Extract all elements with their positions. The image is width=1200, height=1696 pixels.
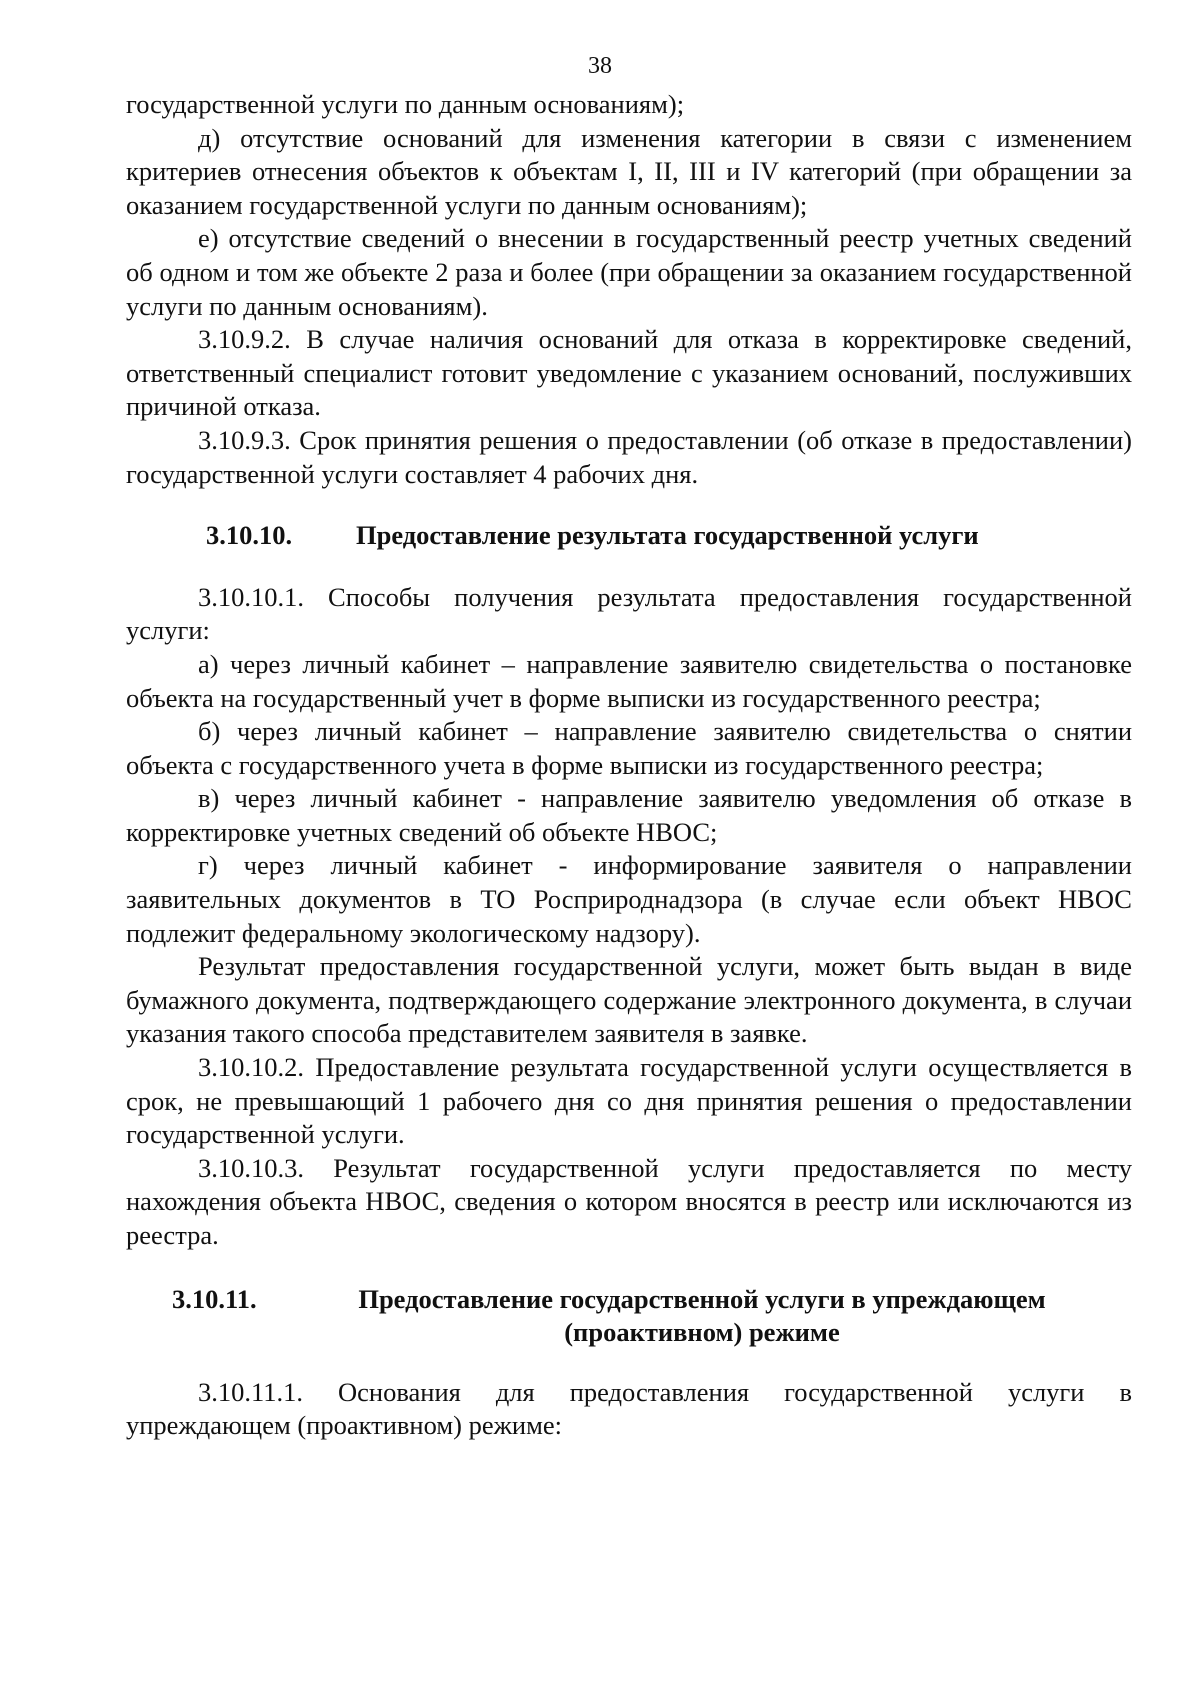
paragraph-item-a: а) через личный кабинет – направление заявителю свидетельства о постановке объекта на государственный учет в форме выписки из государственного реестра; <box>126 648 1132 713</box>
section-heading-3-10-11 <box>126 1283 1132 1350</box>
page-content <box>126 88 1132 1443</box>
page-number: 38 <box>588 53 612 79</box>
paragraph-3-10-10-3: 3.10.10.3. Результат государственной услуги предоставляется по месту нахождения объекта НВОС, сведения о котором вносятся в реестр или исключаются из реестра. <box>126 1152 1132 1250</box>
section-title: Предоставление результата государственной услуги <box>356 520 979 551</box>
section-heading-3-10-10 <box>126 519 1132 553</box>
paragraph-item-d: д) отсутствие оснований для изменения категории в связи с изменением критериев отнесения объектов к объектам I, II, III и IV категорий (при обращении за оказанием государственной услуги по данным основаниям); <box>126 122 1132 220</box>
paragraph-3-10-10-1: 3.10.10.1. Способы получения результата предоставления государственной услуги: <box>126 581 1132 646</box>
section-title-line-2: (проактивном) режиме <box>564 1317 840 1348</box>
section-title <box>322 1283 1082 1350</box>
paragraph-item-b: б) через личный кабинет – направление заявителю свидетельства о снятии объекта с государственного учета в форме выписки из государственного реестра; <box>126 716 1132 780</box>
paragraph-3-10-11-1: 3.10.11.1. Основания для предоставления государственной услуги в упреждающем (проактивном) режиме: <box>126 1376 1132 1441</box>
paragraph-item-g: г) через личный кабинет - информирование заявителя о направлении заявительных документов в ТО Росприроднадзора (в случае если объект НВОС подлежит федеральному экологическому надзору). <box>126 850 1132 948</box>
paragraph-item-v: в) через личный кабинет - направление заявителю уведомления об отказе в корректировке учетных сведений об объекте НВОС; <box>126 783 1132 847</box>
section-number: 3.10.10. <box>206 520 293 551</box>
paragraph-3-10-10-2: 3.10.10.2. Предоставление результата государственной услуги осуществляется в срок, не превышающий 1 рабочего дня со дня принятия решения о предоставлении государственной услуги. <box>126 1052 1132 1150</box>
paragraph-result: Результат предоставления государственной услуги, может быть выдан в виде бумажного документа, подтверждающего содержание электронного документа, в случаи указания такого способа представителем заявителя в заявке. <box>126 951 1132 1049</box>
paragraph-3-10-9-2: 3.10.9.2. В случае наличия оснований для отказа в корректировке сведений, ответственный специалист готовит уведомление с указанием оснований, послуживших причиной отказа. <box>126 324 1132 422</box>
section-number: 3.10.11. <box>172 1283 257 1314</box>
paragraph-item-e: е) отсутствие сведений о внесении в государственный реестр учетных сведений об одном и том же объекте 2 раза и более (при обращении за оказанием государственной услуги по данным основаниям). <box>126 223 1132 321</box>
paragraph-3-10-9-3: 3.10.9.3. Срок принятия решения о предоставлении (об отказе в предоставлении) государственной услуги составляет 4 рабочих дня. <box>126 424 1132 489</box>
paragraph: государственной услуги по данным основаниям); <box>126 89 685 119</box>
section-title-line-1: Предоставление государственной услуги в упреждающем <box>358 1283 1046 1314</box>
